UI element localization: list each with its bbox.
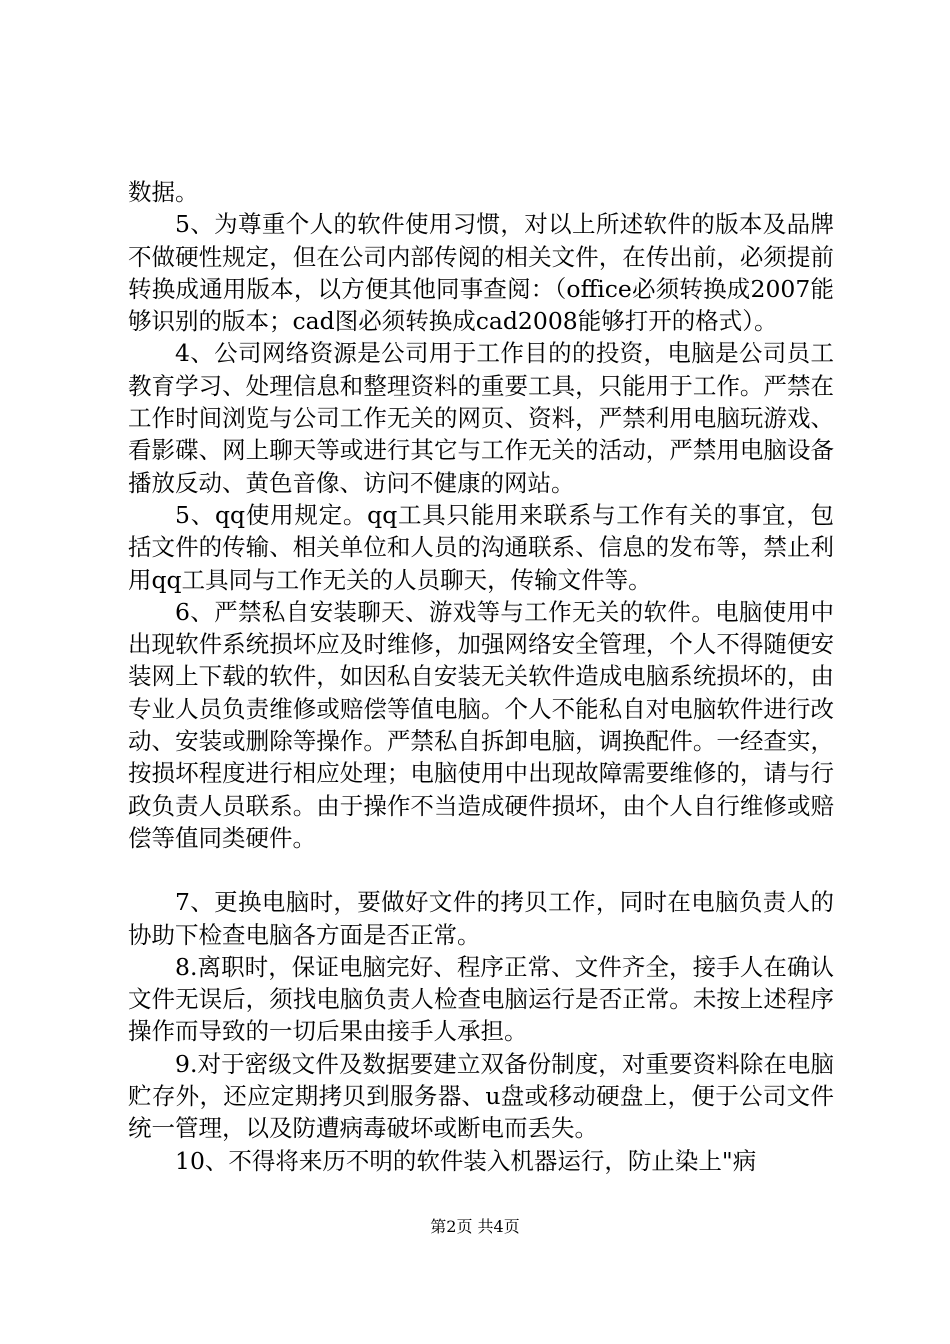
paragraph-qq-rules: 5、qq使用规定。qq工具只能用来联系与工作有关的事宜，包括文件的传输、相关单位和人员的沟通联系、信息的发布等，禁止利用qq工具同与工作无关的人员聊天，传输文件等。 <box>128 500 834 594</box>
document-body <box>128 176 834 1177</box>
paragraph-continuation: 数据。 <box>128 178 199 206</box>
paragraph-backup: 9.对于密级文件及数据要建立双备份制度，对重要资料除在电脑贮存外，还应定期拷贝到服务器、u盘或移动硬盘上，便于公司文件统一管理，以及防遭病毒破坏或断电而丢失。 <box>128 1049 834 1143</box>
paragraph-unknown-software: 10、不得将来历不明的软件装入机器运行，防止染上"病 <box>175 1146 757 1175</box>
paragraph-software-install: 6、严禁私自安装聊天、游戏等与工作无关的软件。电脑使用中出现软件系统损坏应及时维修，加强网络安全管理，个人不得随便安装网上下载的软件，如因私自安装无关软件造成电脑系统损坏的，由专业人员负责维修或赔偿等值电脑。个人不能私自对电脑软件进行改动、安装或删除等操作。严禁私自拆卸电脑，调换配件。一经查实，按损坏程度进行相应处理；电脑使用中出现故障需要维修的，请与行政负责人员联系。由于操作不当造成硬件损坏，由个人自行维修或赔偿等值同类硬件。 <box>128 597 834 852</box>
paragraph-computer-replacement: 7、更换电脑时，要做好文件的拷贝工作，同时在电脑负责人的协助下检查电脑各方面是否正常。 <box>128 888 834 949</box>
paragraph-resignation: 8.离职时，保证电脑完好、程序正常、文件齐全，接手人在确认文件无误后，须找电脑负责人检查电脑运行是否正常。未按上述程序操作而导致的一切后果由接手人承担。 <box>128 952 834 1046</box>
paragraph-software-version: 5、为尊重个人的软件使用习惯，对以上所述软件的版本及品牌不做硬性规定，但在公司内部传阅的相关文件，在传出前，必须提前转换成通用版本，以方便其他同事查阅：（office必须转换成2007能够识别的版本；cad图必须转换成cad2008能够打开的格式）。 <box>128 210 834 336</box>
page-footer: 第2页 共4页 <box>430 1217 520 1236</box>
paragraph-network-resources: 4、公司网络资源是公司用于工作目的的投资，电脑是公司员工教育学习、处理信息和整理资料的重要工具，只能用于工作。严禁在工作时间浏览与公司工作无关的网页、资料，严禁利用电脑玩游戏、看影碟、网上聊天等或进行其它与工作无关的活动，严禁用电脑设备播放反动、黄色音像、访问不健康的网站。 <box>128 339 834 497</box>
